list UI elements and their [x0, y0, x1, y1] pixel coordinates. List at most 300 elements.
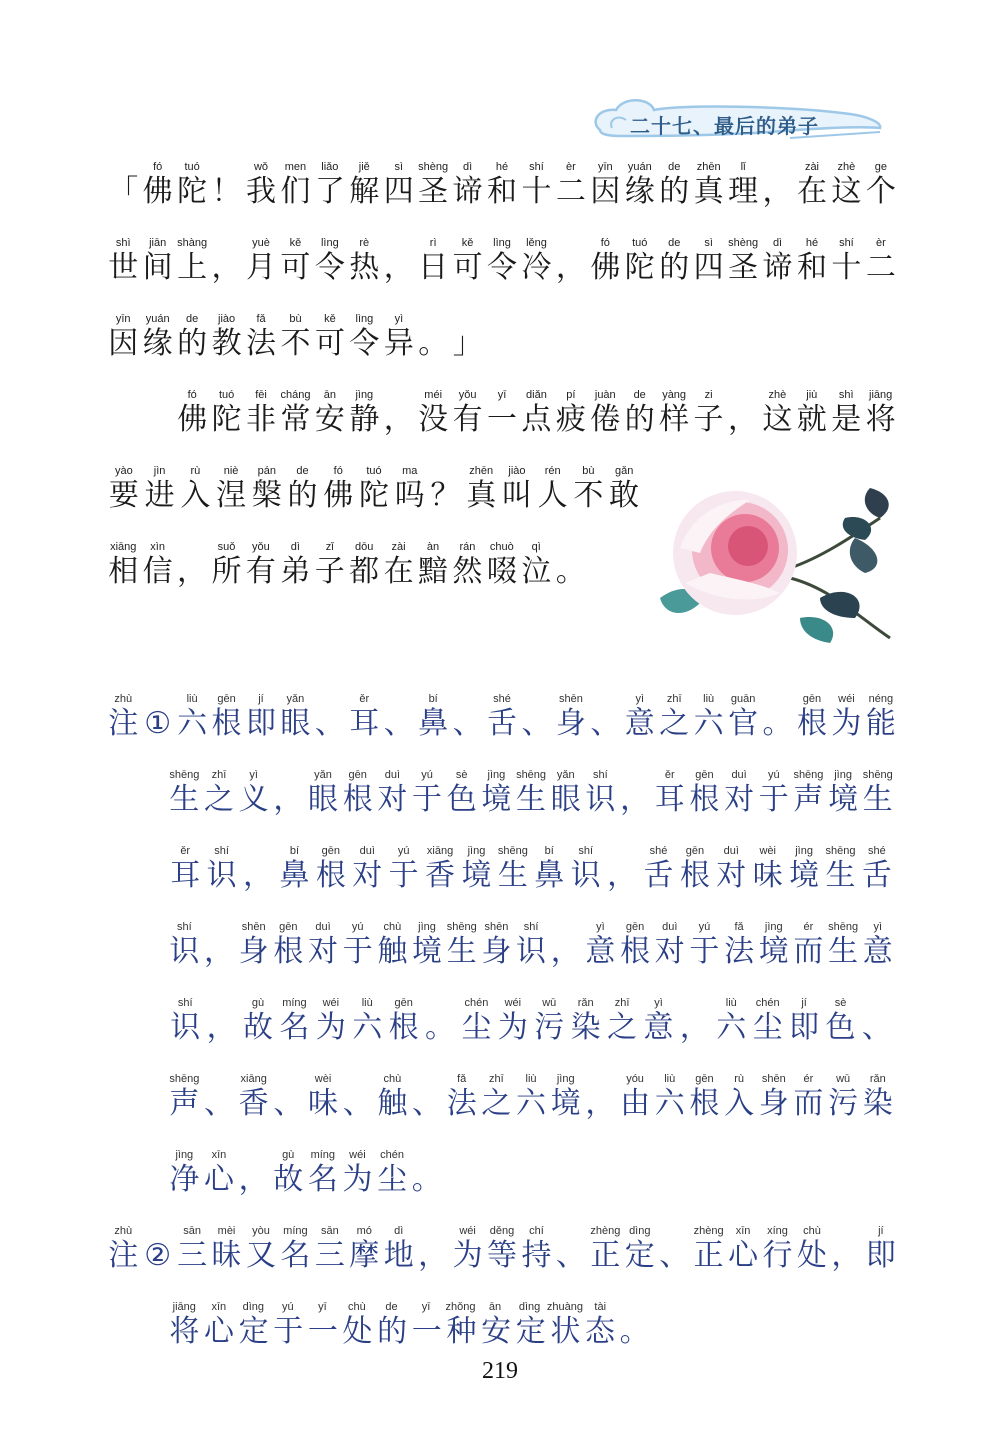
hanzi-character: 处	[342, 1314, 373, 1349]
hanzi-character: 根	[689, 1086, 720, 1121]
hanzi-character: 非	[246, 402, 277, 437]
pinyin-syllable: xīn	[211, 1149, 227, 1161]
hanzi-character: 六	[516, 1086, 547, 1121]
hanzi-character: 而	[793, 934, 824, 969]
hanzi-character: 叫	[501, 478, 532, 513]
hanzi-character: 义	[238, 782, 269, 817]
pinyin-syllable: tuó	[184, 161, 200, 173]
hanzi-character: ，	[204, 934, 234, 969]
hanzi-character: 摩	[349, 1238, 380, 1273]
hanzi-character: 对	[724, 782, 755, 817]
hanzi-character: 根	[388, 1010, 419, 1045]
pinyin-syllable: ān	[323, 389, 337, 401]
hanzi-character: 身	[555, 706, 586, 741]
hanzi-character: 舌	[861, 858, 892, 893]
pinyin-syllable: ān	[488, 1301, 502, 1313]
pinyin-syllable: bí	[289, 845, 300, 857]
hanzi-character: 对	[308, 934, 339, 969]
hanzi-character: 耳	[349, 706, 380, 741]
pinyin-syllable: gēn	[348, 769, 367, 781]
hanzi-character: 味	[752, 858, 783, 893]
hanzi-character: 为	[831, 706, 862, 741]
hanzi-character: 耳	[170, 858, 201, 893]
pinyin-syllable: àn	[426, 541, 440, 553]
pinyin-syllable: dì	[290, 541, 300, 553]
pinyin-syllable: jiāng	[869, 389, 893, 401]
hanzi-character: 意	[624, 706, 655, 741]
pinyin-syllable: chí	[529, 1225, 544, 1237]
hanzi-character: ，	[273, 782, 304, 817]
line-text	[106, 236, 898, 312]
pinyin-syllable: wèi	[314, 1073, 332, 1085]
hanzi-character: 不	[280, 326, 311, 361]
hanzi-character: 们	[280, 174, 311, 209]
pinyin-syllable: jiào	[508, 465, 526, 477]
pinyin-syllable: yú	[282, 1301, 294, 1313]
pinyin-syllable: bí	[428, 693, 438, 705]
pinyin-syllable: zhī	[666, 693, 682, 705]
pinyin-syllable: jìng	[795, 845, 813, 857]
hanzi-character: 入	[724, 1086, 755, 1121]
hanzi-character: 佛	[177, 402, 208, 437]
hanzi-character: 就	[796, 402, 827, 437]
hanzi-character: ，	[679, 1010, 710, 1045]
hanzi-character: 名	[280, 1238, 311, 1273]
hanzi-character: 识	[206, 858, 237, 893]
pinyin-syllable: jiào	[218, 313, 236, 325]
hanzi-row	[106, 172, 898, 212]
pinyin-syllable: bù	[582, 465, 595, 477]
hanzi-character: ，	[550, 934, 581, 969]
hanzi-character: 二	[555, 174, 586, 209]
hanzi-character: ，	[383, 402, 414, 437]
pinyin-syllable: tài	[594, 1301, 607, 1313]
hanzi-character: 将	[865, 402, 896, 437]
hanzi-character: ，	[383, 250, 414, 285]
hanzi-character: 日	[418, 250, 449, 285]
pinyin-syllable: de	[385, 1301, 398, 1313]
pinyin-syllable: sān	[320, 1225, 339, 1237]
hanzi-character: 的	[177, 326, 208, 361]
line-text	[175, 388, 898, 464]
pinyin-syllable: rǎn	[577, 997, 594, 1009]
pinyin-syllable: ge	[874, 161, 887, 173]
pinyin-syllable: de	[668, 237, 681, 249]
hanzi-character: 鼻	[279, 858, 310, 893]
pinyin-syllable: tuó	[632, 237, 648, 249]
hanzi-character: 有	[245, 554, 276, 589]
pinyin-syllable: ér	[803, 1073, 814, 1085]
hanzi-character: 根	[796, 706, 827, 741]
pinyin-syllable: cháng	[280, 389, 311, 401]
pinyin-syllable: gēn	[279, 921, 298, 933]
hanzi-character: 、	[383, 706, 414, 741]
pinyin-syllable: wéi	[838, 693, 855, 705]
pinyin-syllable: jìng	[418, 921, 436, 933]
hanzi-character: 生	[862, 782, 893, 817]
hanzi-character: 境	[758, 934, 789, 969]
pinyin-syllable: yú	[767, 769, 780, 781]
pinyin-syllable: lìng	[493, 237, 511, 249]
pinyin-syllable: zǐ	[325, 541, 334, 553]
pinyin-syllable: yì	[635, 693, 645, 705]
chapter-title: 二十七、最后的弟子	[630, 114, 819, 138]
hanzi-character: 根	[211, 706, 242, 741]
hanzi-character: 要	[108, 478, 139, 513]
hanzi-character: 世	[108, 250, 139, 285]
hanzi-character: 心	[203, 1162, 234, 1197]
pinyin-syllable: míng	[310, 1149, 336, 1161]
hanzi-character: 故	[273, 1162, 304, 1197]
hanzi-character: 、	[204, 1086, 234, 1121]
hanzi-character: 四	[693, 250, 724, 285]
pinyin-syllable: zhè	[837, 161, 856, 173]
hanzi-character: 陀	[177, 174, 208, 209]
hanzi-character: 所	[211, 554, 242, 589]
pinyin-syllable: bí	[544, 845, 554, 857]
hanzi-character: 眼	[550, 782, 581, 817]
pinyin-syllable: duì	[359, 845, 375, 857]
hanzi-character: 于	[273, 1314, 304, 1349]
pinyin-syllable: chù	[348, 1301, 366, 1313]
pinyin-syllable: ěr	[664, 769, 675, 781]
pinyin-syllable: xīn	[211, 1301, 227, 1313]
pinyin-syllable: kě	[289, 237, 302, 249]
hanzi-character: 。	[555, 554, 586, 589]
pinyin-syllable: yú	[421, 769, 433, 781]
hanzi-character: 、	[412, 1086, 443, 1121]
pinyin-syllable: yī	[497, 389, 507, 401]
pinyin-syllable: hé	[495, 161, 509, 173]
hanzi-character: 于	[388, 858, 419, 893]
hanzi-character: 可	[452, 250, 483, 285]
hanzi-character: 尘	[461, 1010, 492, 1045]
hanzi-character: 定	[624, 1238, 655, 1273]
pinyin-syllable: shé	[649, 845, 668, 857]
pinyin-syllable: shēn	[761, 1073, 786, 1085]
hanzi-character: 进	[144, 478, 175, 513]
hanzi-character: 、	[342, 1086, 373, 1121]
hanzi-character: 了	[314, 174, 345, 209]
hanzi-character: 处	[796, 1238, 827, 1273]
pinyin-syllable: mèi	[217, 1225, 236, 1237]
pinyin-syllable: wéi	[459, 1225, 476, 1237]
hanzi-character: 一	[411, 1314, 442, 1349]
hanzi-character: 之	[607, 1010, 638, 1045]
pinyin-syllable: gēn	[321, 845, 340, 857]
pinyin-syllable: yīn	[115, 313, 131, 325]
pinyin-syllable: yú	[397, 845, 410, 857]
pinyin-syllable: jí	[258, 693, 264, 705]
hanzi-character: 境	[481, 782, 512, 817]
hanzi-character: 境	[550, 1086, 581, 1121]
pinyin-syllable: jìng	[355, 389, 374, 401]
pinyin-syllable: shēn	[484, 921, 509, 933]
hanzi-character: 对	[377, 782, 408, 817]
pinyin-syllable: jiān	[149, 237, 167, 249]
hanzi-row	[106, 704, 898, 744]
pinyin-syllable: chén	[380, 1149, 404, 1161]
hanzi-character: 意	[585, 934, 616, 969]
pinyin-syllable: duì	[384, 769, 401, 781]
pinyin-syllable: yuè	[252, 237, 270, 249]
hanzi-character: 、	[273, 1086, 304, 1121]
pinyin-syllable: wéi	[322, 997, 340, 1009]
pinyin-syllable: pí	[566, 389, 576, 401]
hanzi-character: 声	[169, 1086, 200, 1121]
pinyin-syllable: yīn	[598, 161, 613, 173]
hanzi-character: ，	[238, 1162, 269, 1197]
hanzi-character: 信	[142, 554, 173, 589]
pinyin-syllable: èr	[875, 237, 886, 249]
hanzi-character: 缘	[624, 174, 655, 209]
pinyin-syllable: yuán	[627, 161, 652, 173]
pinyin-syllable: liù	[703, 693, 715, 705]
pinyin-syllable: duì	[315, 921, 331, 933]
hanzi-character: 一	[487, 402, 517, 437]
hanzi-character: ，	[211, 250, 242, 285]
hanzi-character: 。	[762, 706, 793, 741]
hanzi-character: 的	[287, 478, 318, 513]
pinyin-syllable: zhuàng	[546, 1301, 583, 1313]
hanzi-character: 缘	[142, 326, 173, 361]
pinyin-syllable: yú	[698, 921, 711, 933]
hanzi-character: 名	[307, 1162, 338, 1197]
hanzi-character: 于	[758, 782, 789, 817]
hanzi-character: 佛	[323, 478, 354, 513]
note-line-8	[0, 1224, 1000, 1300]
hanzi-character: 啜	[486, 554, 517, 589]
hanzi-character: 子	[693, 402, 724, 437]
pinyin-syllable: shēng	[169, 769, 200, 781]
hanzi-character: 的	[624, 402, 655, 437]
hanzi-character: 故	[243, 1010, 274, 1045]
pinyin-syllable: gù	[282, 1149, 295, 1161]
pinyin-syllable: shé	[868, 845, 886, 857]
hanzi-character: 常	[280, 402, 311, 437]
hanzi-character: 令	[314, 250, 345, 285]
hanzi-character: ，	[831, 1238, 862, 1273]
pinyin-syllable: lìng	[355, 313, 374, 325]
hanzi-character: 三	[177, 1238, 208, 1273]
hanzi-row	[167, 1008, 895, 1048]
hanzi-character: 染	[862, 1086, 893, 1121]
hanzi-character: 十	[831, 250, 862, 285]
hanzi-character: 之	[481, 1086, 512, 1121]
pinyin-syllable: yì	[873, 921, 883, 933]
pinyin-syllable: gēn	[802, 693, 822, 705]
hanzi-character: 是	[831, 402, 862, 437]
hanzi-character: 生	[516, 782, 547, 817]
pinyin-syllable: shèng	[418, 161, 449, 173]
hanzi-character: ①	[144, 706, 172, 741]
pinyin-syllable: guān	[730, 693, 756, 705]
hanzi-character: 污	[828, 1086, 859, 1121]
pinyin-syllable: wéi	[349, 1149, 366, 1161]
pinyin-syllable: lǐ	[740, 161, 746, 173]
hanzi-character: 解	[349, 174, 380, 209]
pinyin-syllable: zhèng	[590, 1225, 621, 1237]
pinyin-syllable: zhù	[114, 1225, 133, 1237]
hanzi-character: 「	[108, 174, 139, 209]
hanzi-character: 身	[481, 934, 512, 969]
hanzi-character: 不	[573, 478, 604, 513]
hanzi-character: 因	[108, 326, 139, 361]
pinyin-syllable: duì	[723, 845, 739, 857]
hanzi-character: 没	[418, 402, 449, 437]
hanzi-character: ，	[620, 782, 651, 817]
hanzi-character: 陀	[211, 402, 242, 437]
pinyin-syllable: zhēn	[696, 161, 721, 173]
hanzi-character: 为	[315, 1010, 346, 1045]
hanzi-character: 和	[796, 250, 827, 285]
text-line-3	[0, 312, 1000, 388]
pinyin-syllable: shí	[176, 921, 192, 933]
hanzi-character: 尘	[752, 1010, 783, 1045]
hanzi-character: 弟	[280, 554, 311, 589]
pinyin-syllable: jìng	[487, 769, 506, 781]
hanzi-character: 舌	[643, 858, 674, 893]
hanzi-character: 于	[412, 782, 443, 817]
pinyin-syllable: dì	[463, 161, 473, 173]
hanzi-character: 香	[425, 858, 456, 893]
pinyin-syllable: fó	[153, 161, 163, 173]
pinyin-syllable: dìng	[242, 1301, 265, 1313]
hanzi-character: 染	[570, 1010, 601, 1045]
pinyin-syllable: fǎ	[256, 313, 266, 325]
pinyin-syllable: chù	[383, 1073, 402, 1085]
pinyin-syllable: sè	[834, 997, 847, 1009]
hanzi-character: 子	[314, 554, 345, 589]
pinyin-syllable: shí	[593, 769, 608, 781]
pinyin-syllable: rù	[190, 465, 201, 477]
pinyin-syllable: rán	[459, 541, 476, 553]
hanzi-character: 四	[383, 174, 414, 209]
hanzi-character: 生	[828, 934, 859, 969]
pinyin-syllable: juàn	[594, 389, 616, 401]
pinyin-syllable: wéi	[504, 997, 522, 1009]
hanzi-character: 相	[108, 554, 139, 589]
hanzi-character: 有	[452, 402, 483, 437]
hanzi-character: 定	[238, 1314, 269, 1349]
hanzi-character: 于	[342, 934, 373, 969]
hanzi-row	[106, 1236, 898, 1276]
pinyin-syllable: shēng	[828, 921, 859, 933]
pinyin-syllable: kě	[324, 313, 336, 325]
pinyin-syllable: zài	[391, 541, 406, 553]
pinyin-syllable: míng	[282, 997, 307, 1009]
hanzi-character: 、	[314, 706, 345, 741]
hanzi-character: 六	[654, 1086, 685, 1121]
pinyin-syllable: zi	[704, 389, 713, 401]
hanzi-character: 种	[446, 1314, 477, 1349]
hanzi-character: ？	[430, 478, 461, 513]
hanzi-character: 法	[446, 1086, 477, 1121]
hanzi-character: ②	[144, 1238, 172, 1273]
hanzi-row	[167, 1312, 652, 1352]
hanzi-character: 之	[659, 706, 690, 741]
hanzi-character: 可	[314, 326, 345, 361]
pinyin-syllable: chén	[464, 997, 489, 1009]
pinyin-syllable: jìng	[556, 1073, 575, 1085]
hanzi-character: 意	[643, 1010, 674, 1045]
hanzi-character: 能	[865, 706, 896, 741]
hanzi-character: 对	[352, 858, 383, 893]
hanzi-character: 和	[487, 174, 518, 209]
pinyin-syllable: jìng	[175, 1149, 194, 1161]
hanzi-character: 、	[521, 706, 552, 741]
hanzi-character: 然	[452, 554, 483, 589]
pinyin-syllable: liù	[361, 997, 373, 1009]
pinyin-syllable: èr	[566, 161, 576, 173]
pinyin-syllable: yì	[249, 769, 258, 781]
hanzi-character: 声	[793, 782, 824, 817]
hanzi-character: 谛	[762, 250, 793, 285]
pinyin-syllable: gēn	[394, 997, 413, 1009]
pinyin-syllable: gù	[251, 997, 265, 1009]
hanzi-character: 意	[862, 934, 893, 969]
hanzi-character: ，	[206, 1010, 237, 1045]
pinyin-syllable: zhǒng	[445, 1301, 476, 1313]
pinyin-syllable: wū	[836, 1073, 851, 1085]
line-text	[106, 1224, 898, 1300]
hanzi-row	[175, 400, 898, 440]
pinyin-syllable: zhī	[489, 1073, 504, 1085]
hanzi-character: 地	[383, 1238, 414, 1273]
pinyin-syllable: shì	[838, 389, 854, 401]
hanzi-character: 根	[342, 782, 373, 817]
hanzi-character: 十	[521, 174, 552, 209]
pinyin-syllable: gǎn	[614, 465, 634, 477]
note-line-3	[0, 844, 1000, 920]
pinyin-syllable: dì	[772, 237, 783, 249]
pinyin-syllable: chuò	[489, 541, 514, 553]
pinyin-syllable: kě	[461, 237, 474, 249]
hanzi-character: 在	[796, 174, 827, 209]
hanzi-character: 六	[716, 1010, 747, 1045]
pinyin-syllable: shì	[115, 237, 131, 249]
pinyin-syllable: lìng	[320, 237, 339, 249]
pinyin-syllable: yàng	[662, 389, 687, 401]
pinyin-syllable: fǎ	[734, 921, 744, 933]
pinyin-syllable: zài	[804, 161, 819, 173]
hanzi-character: ！	[211, 174, 242, 209]
pinyin-syllable: zhèng	[693, 1225, 724, 1237]
hanzi-character: ，	[727, 402, 758, 437]
pinyin-syllable: chén	[755, 997, 780, 1009]
line-text	[167, 844, 895, 920]
hanzi-character: 法	[246, 326, 277, 361]
hanzi-character: 泣	[521, 554, 552, 589]
hanzi-character: 教	[211, 326, 242, 361]
hanzi-character: 境	[828, 782, 859, 817]
line-text	[167, 920, 895, 996]
line-text	[106, 540, 588, 616]
pinyin-syllable: zhēn	[469, 465, 494, 477]
pinyin-syllable: jìn	[153, 465, 166, 477]
pinyin-syllable: xīn	[735, 1225, 751, 1237]
hanzi-character: 法	[724, 934, 755, 969]
pinyin-syllable: gēn	[685, 845, 705, 857]
hanzi-character: 槃	[251, 478, 282, 513]
pinyin-syllable: méi	[424, 389, 443, 401]
hanzi-character: 佛	[142, 174, 173, 209]
hanzi-character: 个	[865, 174, 896, 209]
line-text	[167, 1148, 444, 1224]
pinyin-syllable: shí	[529, 161, 544, 173]
hanzi-character: 又	[245, 1238, 276, 1273]
pinyin-syllable: duì	[662, 921, 678, 933]
